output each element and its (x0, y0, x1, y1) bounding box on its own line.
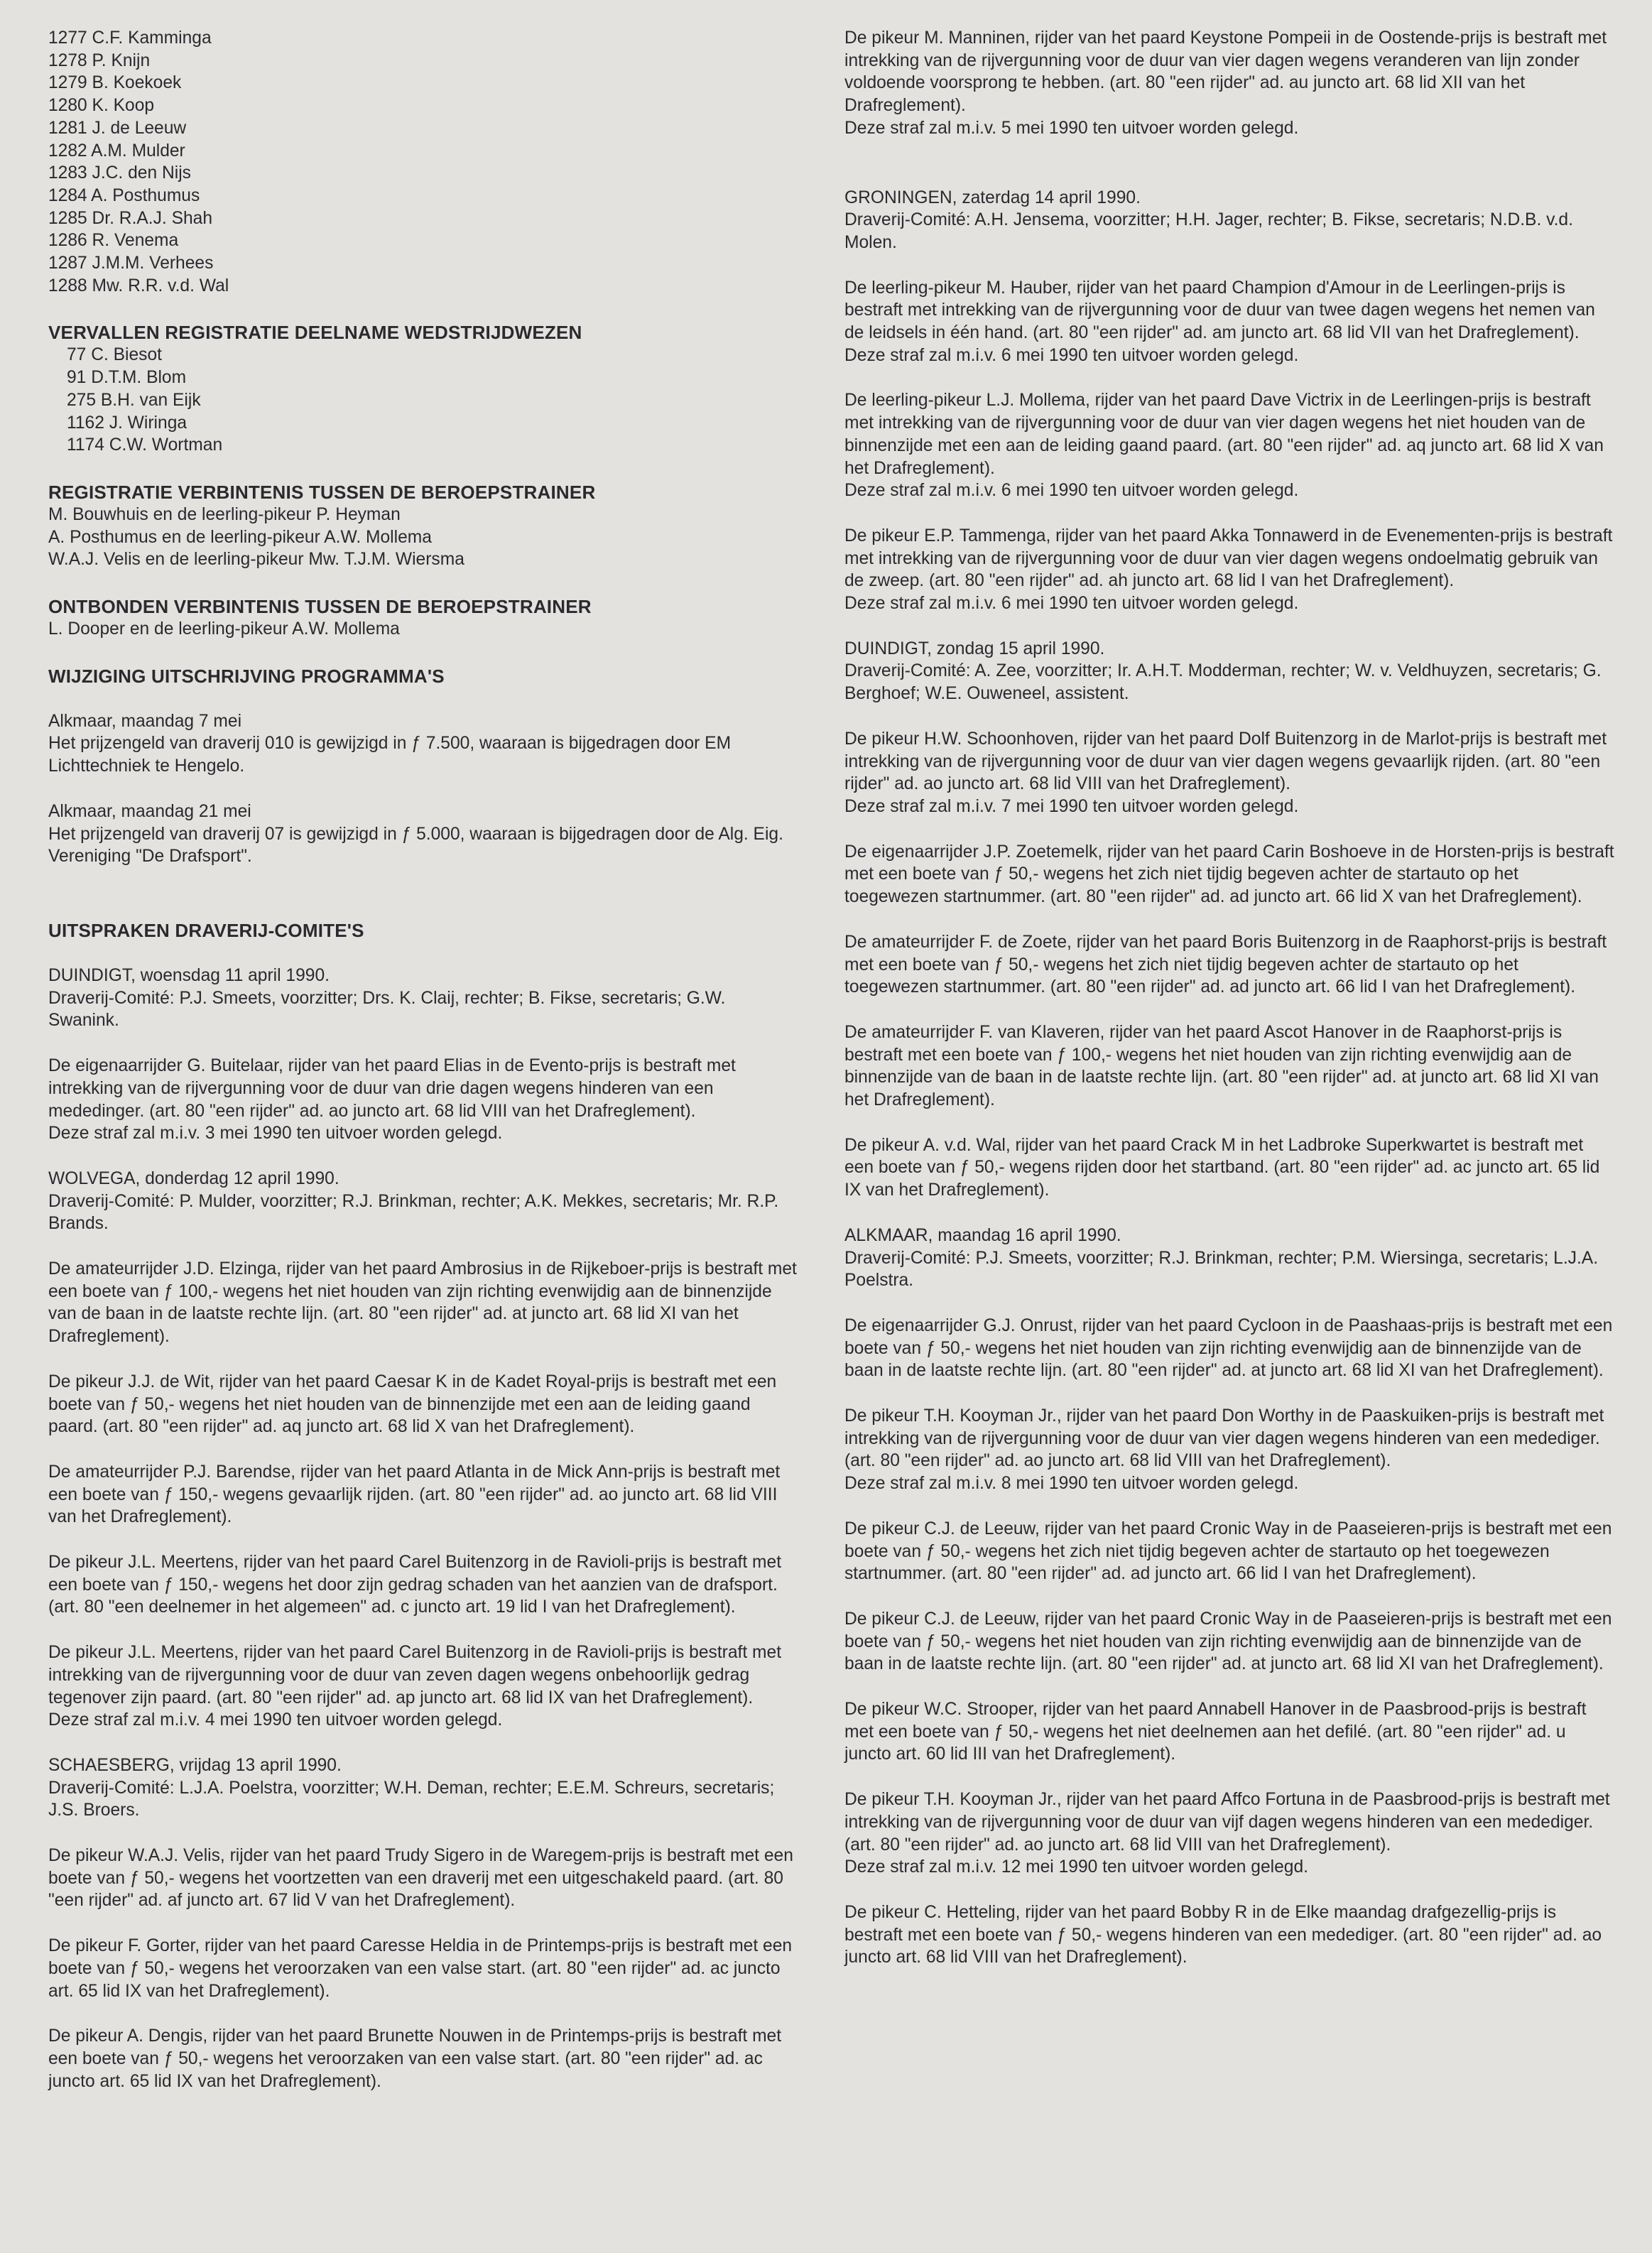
venue-header (48, 965, 799, 1032)
registratie-heading: REGISTRATIE VERBINTENIS TUSSEN DE BEROEPSTRAINER (48, 481, 596, 503)
registratie-entry: W.A.J. Velis en de leerling-pikeur Mw. T.J.M. Wiersma (48, 550, 464, 570)
ruling-paragraph: De pikeur J.L. Meertens, rijder van het paard Carel Buitenzorg in de Ravioli-prijs is bestraft met een boete van ƒ 150,- wegens het door zijn gedrag schaden van het aanzien van de drafsport. (art. 80 "een deelnemer in het algemeen" ad. c juncto art. 19 lid I van het Drafreglement). (48, 1553, 782, 1617)
ruling-paragraph: De pikeur F. Gorter, rijder van het paard Caresse Heldia in de Printemps-prijs is bestraft met een boete van ƒ 50,- wegens het veroorzaken van een valse start. (art. 80 "een rijder" ad. ac juncto art. 65 lid IX van het Drafreglement). (48, 1936, 793, 2001)
vervallen-entry: 1162 J. Wiringa (67, 413, 188, 433)
venue-title: SCHAESBERG, vrijdag 13 april 1990. (48, 1755, 342, 1775)
ruling-paragraph: De pikeur J.J. de Wit, rijder van het paard Caesar K in de Kadet Royal-prijs is bestraft met een boete van ƒ 50,- wegens het niet houden van de binnenzijde met een aan de leiding gaand paard. (art. 80 "een rijder" ad. aq juncto art. 68 lid X van het Drafreglement). (48, 1372, 777, 1437)
wijziging-list (48, 710, 799, 868)
ruling-paragraph: De eigenaarrijder G. Buitelaar, rijder van het paard Elias in de Evento-prijs is bestraft met intrekking van de rijvergunning voor de duur van drie dagen wegens hinderen van een mededinger. (art. 80 "een rijder" ad. ao juncto art. 68 lid VIII van het Drafreglement). Deze straf zal m.i.v. 3 mei 1990 ten uitvoer worden gelegd. (48, 1056, 736, 1144)
wijziging-title: Alkmaar, maandag 21 mei (48, 801, 251, 821)
registration-entry: 1287 J.M.M. Verhees (48, 254, 214, 273)
wijziging-heading: WIJZIGING UITSCHRIJVING PROGRAMMA'S (48, 665, 445, 687)
wijziging-item (48, 710, 799, 778)
venue-title: DUINDIGT, woensdag 11 april 1990. (48, 965, 330, 985)
venue-committee: Draverij-Comité: A. Zee, voorzitter; Ir. A.H.T. Modderman, rechter; W. v. Veldhuyzen, secretaris; G. Berghoef; W.E. Ouweneel, assistent. (844, 661, 1602, 704)
registratie-list (48, 504, 799, 571)
wijziging-item (48, 800, 799, 868)
venue-committee: Draverij-Comité: L.J.A. Poelstra, voorzitter; W.H. Deman, rechter; E.E.M. Schreurs, secretaris; J.S. Broers. (48, 1778, 775, 1820)
registration-entry: 1277 C.F. Kamminga (48, 28, 212, 48)
registration-entry: 1278 P. Knijn (48, 50, 151, 70)
venue-section (48, 1168, 799, 1732)
left-column (48, 27, 799, 2253)
ruling-paragraph: De pikeur A. Dengis, rijder van het paard Brunette Nouwen in de Printemps-prijs is bestraft met een boete van ƒ 50,- wegens het veroorzaken van een valse start. (art. 80 "een rijder" ad. ac juncto art. 65 lid IX van het Drafreglement). (48, 2026, 782, 2091)
wijziging-text: Het prijzengeld van draverij 07 is gewijzigd in ƒ 5.000, waaraan is bijgedragen door de Alg. Eig. Vereniging "De Drafsport". (48, 824, 783, 867)
venue-section (48, 965, 799, 1145)
ruling-paragraph: De pikeur E.P. Tammenga, rijder van het paard Akka Tonnawerd in de Evenementen-prijs is bestraft met intrekking van de rijvergunning voor de duur van vier dagen wegens ondoelmatig gebruik van de zweep. (art. 80 "een rijder" ad. ah juncto art. 68 lid I van het Drafreglement). Deze straf zal m.i.v. 6 mei 1990 ten uitvoer worden gelegd. (844, 526, 1613, 614)
left-venues (48, 965, 799, 2092)
venue-header (844, 638, 1616, 705)
ontbonden-entry: L. Dooper en de leerling-pikeur A.W. Mollema (48, 619, 400, 639)
registration-entry: 1282 A.M. Mulder (48, 141, 185, 161)
venue-section (844, 638, 1616, 1202)
venue-section (844, 1225, 1616, 1969)
registration-list (48, 27, 799, 297)
right-venues (844, 187, 1616, 1970)
registration-entry: 1280 K. Koop (48, 96, 155, 116)
ruling-paragraph: De pikeur W.C. Strooper, rijder van het paard Annabell Hanover in de Paasbrood-prijs is bestraft met een boete van ƒ 50,- wegens het niet deelnemen aan het defilé. (art. 80 "een rijder" ad. u juncto art. 60 lid III van het Drafreglement). (844, 1700, 1587, 1764)
registration-entry: 1283 J.C. den Nijs (48, 163, 191, 183)
venue-header (48, 1168, 799, 1235)
registratie-entry: A. Posthumus en de leerling-pikeur A.W. Mollema (48, 527, 432, 547)
uitspraken-heading: UITSPRAKEN DRAVERIJ-COMITE'S (48, 919, 364, 941)
ontbonden-list (48, 618, 799, 641)
vervallen-entry: 275 B.H. van Eijk (67, 390, 201, 410)
ruling-paragraph: De pikeur C.J. de Leeuw, rijder van het paard Cronic Way in de Paaseieren-prijs is bestraft met een boete van ƒ 50,- wegens het niet houden van zijn richting evenwijdig aan de binnenzijde van de baan in de laatste rechte lijn. (art. 80 "een rijder" ad. at juncto art. 68 lid XI van het Drafreglement). (844, 1609, 1612, 1674)
venue-header (844, 1225, 1616, 1292)
venue-committee: Draverij-Comité: P.J. Smeets, voorzitter; R.J. Brinkman, rechter; P.M. Wiersinga, secretaris; L.J.A. Poelstra. (844, 1248, 1599, 1291)
ontbonden-heading: ONTBONDEN VERBINTENIS TUSSEN DE BEROEPSTRAINER (48, 596, 592, 618)
ruling-paragraph: De pikeur T.H. Kooyman Jr., rijder van het paard Affco Fortuna in de Paasbrood-prijs is bestraft met intrekking van de rijvergunning voor de duur van vijf dagen wegens hinderen van een medediger. (art. 80 "een rijder" ad. ao juncto art. 68 lid VIII van het Drafreglement). Deze straf zal m.i.v. 12 mei 1990 ten uitvoer worden gelegd. (844, 1790, 1610, 1877)
venue-committee: Draverij-Comité: P.J. Smeets, voorzitter; Drs. K. Claij, rechter; B. Fikse, secretaris; G.W. Swanink. (48, 988, 726, 1031)
venue-header (48, 1754, 799, 1822)
registration-entry: 1286 R. Venema (48, 231, 179, 251)
registration-entry: 1281 J. de Leeuw (48, 118, 187, 138)
registration-entry: 1288 Mw. R.R. v.d. Wal (48, 276, 229, 295)
ruling-paragraph: De eigenaarrijder J.P. Zoetemelk, rijder van het paard Carin Boshoeve in de Horsten-prijs is bestraft met een boete van ƒ 50,- wegens het zich niet tijdig begeven achter de startauto op het toegewezen startnummer. (art. 80 "een rijder" ad. ad juncto art. 66 lid X van het Drafreglement). (844, 842, 1614, 907)
registratie-entry: M. Bouwhuis en de leerling-pikeur P. Heyman (48, 504, 401, 524)
registration-entry: 1285 Dr. R.A.J. Shah (48, 208, 213, 228)
registration-entry: 1284 A. Posthumus (48, 185, 200, 205)
ruling-paragraph: De pikeur C.J. de Leeuw, rijder van het paard Cronic Way in de Paaseieren-prijs is bestraft met een boete van ƒ 50,- wegens het zich niet tijdig begeven achter de startauto op het toegewezen startnummer. (art. 80 "een rijder" ad. ad juncto art. 66 lid I van het Drafreglement). (844, 1519, 1612, 1584)
venue-title: GRONINGEN, zaterdag 14 april 1990. (844, 188, 1141, 207)
ruling-paragraph: De amateurrijder F. van Klaveren, rijder van het paard Ascot Hanover in de Raaphorst-prijs is bestraft met een boete van ƒ 100,- wegens het niet houden van zijn richting evenwijdig aan de binnenzijde van de baan in de laatste rechte lijn. (art. 80 "een rijder" ad. at juncto art. 68 lid XI van het Drafreglement). (844, 1022, 1599, 1110)
vervallen-entry: 77 C. Biesot (67, 345, 162, 365)
ruling-paragraph: De pikeur A. v.d. Wal, rijder van het paard Crack M in het Ladbroke Superkwartet is bestraft met een boete van ƒ 50,- wegens rijden door het startband. (art. 80 "een rijder" ad. ac juncto art. 65 lid IX van het Drafreglement). (844, 1135, 1600, 1200)
wijziging-title: Alkmaar, maandag 7 mei (48, 711, 242, 731)
venue-section (844, 187, 1616, 615)
ruling-paragraph: De amateurrijder P.J. Barendse, rijder van het paard Atlanta in de Mick Ann-prijs is bestraft met een boete van ƒ 150,- wegens gevaarlijk rijden. (art. 80 "een rijder" ad. ao juncto art. 68 lid VIII van het Drafreglement). (48, 1462, 781, 1527)
wijziging-text: Het prijzengeld van draverij 010 is gewijzigd in ƒ 7.500, waaraan is bijgedragen door EM Lichttechniek te Hengelo. (48, 734, 732, 776)
registration-entry: 1279 B. Koekoek (48, 73, 182, 93)
venue-title: DUINDIGT, zondag 15 april 1990. (844, 639, 1105, 658)
ruling-paragraph: De pikeur H.W. Schoonhoven, rijder van het paard Dolf Buitenzorg in de Marlot-prijs is bestraft met intrekking van de rijvergunning voor de duur van vier dagen wegens gevaarlijk rijden. (art. 80 "een rijder" ad. ao juncto art. 68 lid VIII van het Drafreglement). Deze straf zal m.i.v. 7 mei 1990 ten uitvoer worden gelegd. (844, 729, 1607, 816)
vervallen-entry: 91 D.T.M. Blom (67, 368, 187, 388)
ruling-paragraph: De eigenaarrijder G.J. Onrust, rijder van het paard Cycloon in de Paashaas-prijs is bestraft met een boete van ƒ 50,- wegens het niet houden van zijn richting evenwijdig aan de binnenzijde van de baan in de laatste rechte lijn. (art. 80 "een rijder" ad. at juncto art. 68 lid XI van het Drafreglement). (844, 1315, 1613, 1381)
vervallen-entry: 1174 C.W. Wortman (67, 435, 223, 455)
ruling-paragraph: De leerling-pikeur L.J. Mollema, rijder van het paard Dave Victrix in de Leerlingen-prijs is bestraft met intrekking van de rijvergunning voor de duur van vier dagen wegens het niet houden van de binnenzijde met een aan de leiding gaand paard. (art. 80 "een rijder" ad. aq juncto art. 68 lid X van het Drafreglement). Deze straf zal m.i.v. 6 mei 1990 ten uitvoer worden gelegd. (844, 391, 1604, 501)
venue-committee: Draverij-Comité: P. Mulder, voorzitter; R.J. Brinkman, rechter; A.K. Mekkes, secretaris; Mr. R.P. Brands. (48, 1191, 779, 1234)
venue-title: ALKMAAR, maandag 16 april 1990. (844, 1225, 1121, 1245)
right-column (844, 27, 1616, 2253)
vervallen-list (48, 344, 799, 457)
ruling-paragraph: De pikeur W.A.J. Velis, rijder van het paard Trudy Sigero in de Waregem-prijs is bestraft met een boete van ƒ 50,- wegens het voortzetten van een draverij met een uitgeschakeld paard. (art. 80 "een rijder" ad. af juncto art. 67 lid V van het Drafreglement). (48, 1846, 793, 1911)
ruling-paragraph: De amateurrijder J.D. Elzinga, rijder van het paard Ambrosius in de Rijkeboer-prijs is bestraft met een boete van ƒ 100,- wegens het niet houden van zijn richting evenwijdig aan de binnenzijde van de baan in de laatste rechte lijn. (art. 80 "een rijder" ad. at juncto art. 68 lid XI van het Drafreglement). (48, 1259, 797, 1347)
intro-ruling: De pikeur M. Manninen, rijder van het paard Keystone Pompeii in de Oostende-prijs is bestraft met intrekking van de rijvergunning voor de duur van vier dagen wegens veranderen van lijn zonder voldoende voorsprong te hebben. (art. 80 "een rijder" ad. au juncto art. 68 lid XII van het Drafreglement). Deze straf zal m.i.v. 5 mei 1990 ten uitvoer worden gelegd. (844, 28, 1607, 138)
venue-committee: Draverij-Comité: A.H. Jensema, voorzitter; H.H. Jager, rechter; B. Fikse, secretaris; N.D.B. v.d. Molen. (844, 210, 1573, 252)
vervallen-heading: VERVALLEN REGISTRATIE DEELNAME WEDSTRIJDWEZEN (48, 322, 582, 344)
ruling-paragraph: De pikeur C. Hetteling, rijder van het paard Bobby R in de Elke maandag drafgezellig-prijs is bestraft met een boete van ƒ 50,- wegens hinderen van een medediger. (art. 80 "een rijder" ad. ao juncto art. 68 lid VIII van het Drafreglement). (844, 1903, 1602, 1967)
ruling-paragraph: De amateurrijder F. de Zoete, rijder van het paard Boris Buitenzorg in de Raaphorst-prijs is bestraft met een boete van ƒ 50,- wegens het zich niet tijdig begeven achter de startauto op het toegewezen startnummer. (art. 80 "een rijder" ad. ad juncto art. 66 lid I van het Drafreglement). (844, 932, 1607, 997)
ruling-paragraph: De pikeur J.L. Meertens, rijder van het paard Carel Buitenzorg in de Ravioli-prijs is bestraft met intrekking van de rijvergunning voor de duur van zeven dagen wegens onbehoorlijk gedrag tegenover zijn paard. (art. 80 "een rijder" ad. ap juncto art. 68 lid IX van het Drafreglement). Deze straf zal m.i.v. 4 mei 1990 ten uitvoer worden gelegd. (48, 1643, 782, 1730)
venue-title: WOLVEGA, donderdag 12 april 1990. (48, 1168, 339, 1188)
ruling-paragraph: De leerling-pikeur M. Hauber, rijder van het paard Champion d'Amour in de Leerlingen-prijs is bestraft met intrekking van de rijvergunning voor de duur van twee dagen wegens het nemen van de leidsels in één hand. (art. 80 "een rijder" ad. am juncto art. 68 lid VII van het Drafreglement). Deze straf zal m.i.v. 6 mei 1990 ten uitvoer worden gelegd. (844, 278, 1595, 365)
venue-header (844, 187, 1616, 254)
venue-section (48, 1754, 799, 2092)
ruling-paragraph: De pikeur T.H. Kooyman Jr., rijder van het paard Don Worthy in de Paaskuiken-prijs is bestraft met intrekking van de rijvergunning voor de duur van vier dagen wegens hinderen van een medediger. (art. 80 "een rijder" ad. ao juncto art. 68 lid VIII van het Drafreglement). Deze straf zal m.i.v. 8 mei 1990 ten uitvoer worden gelegd. (844, 1406, 1604, 1494)
